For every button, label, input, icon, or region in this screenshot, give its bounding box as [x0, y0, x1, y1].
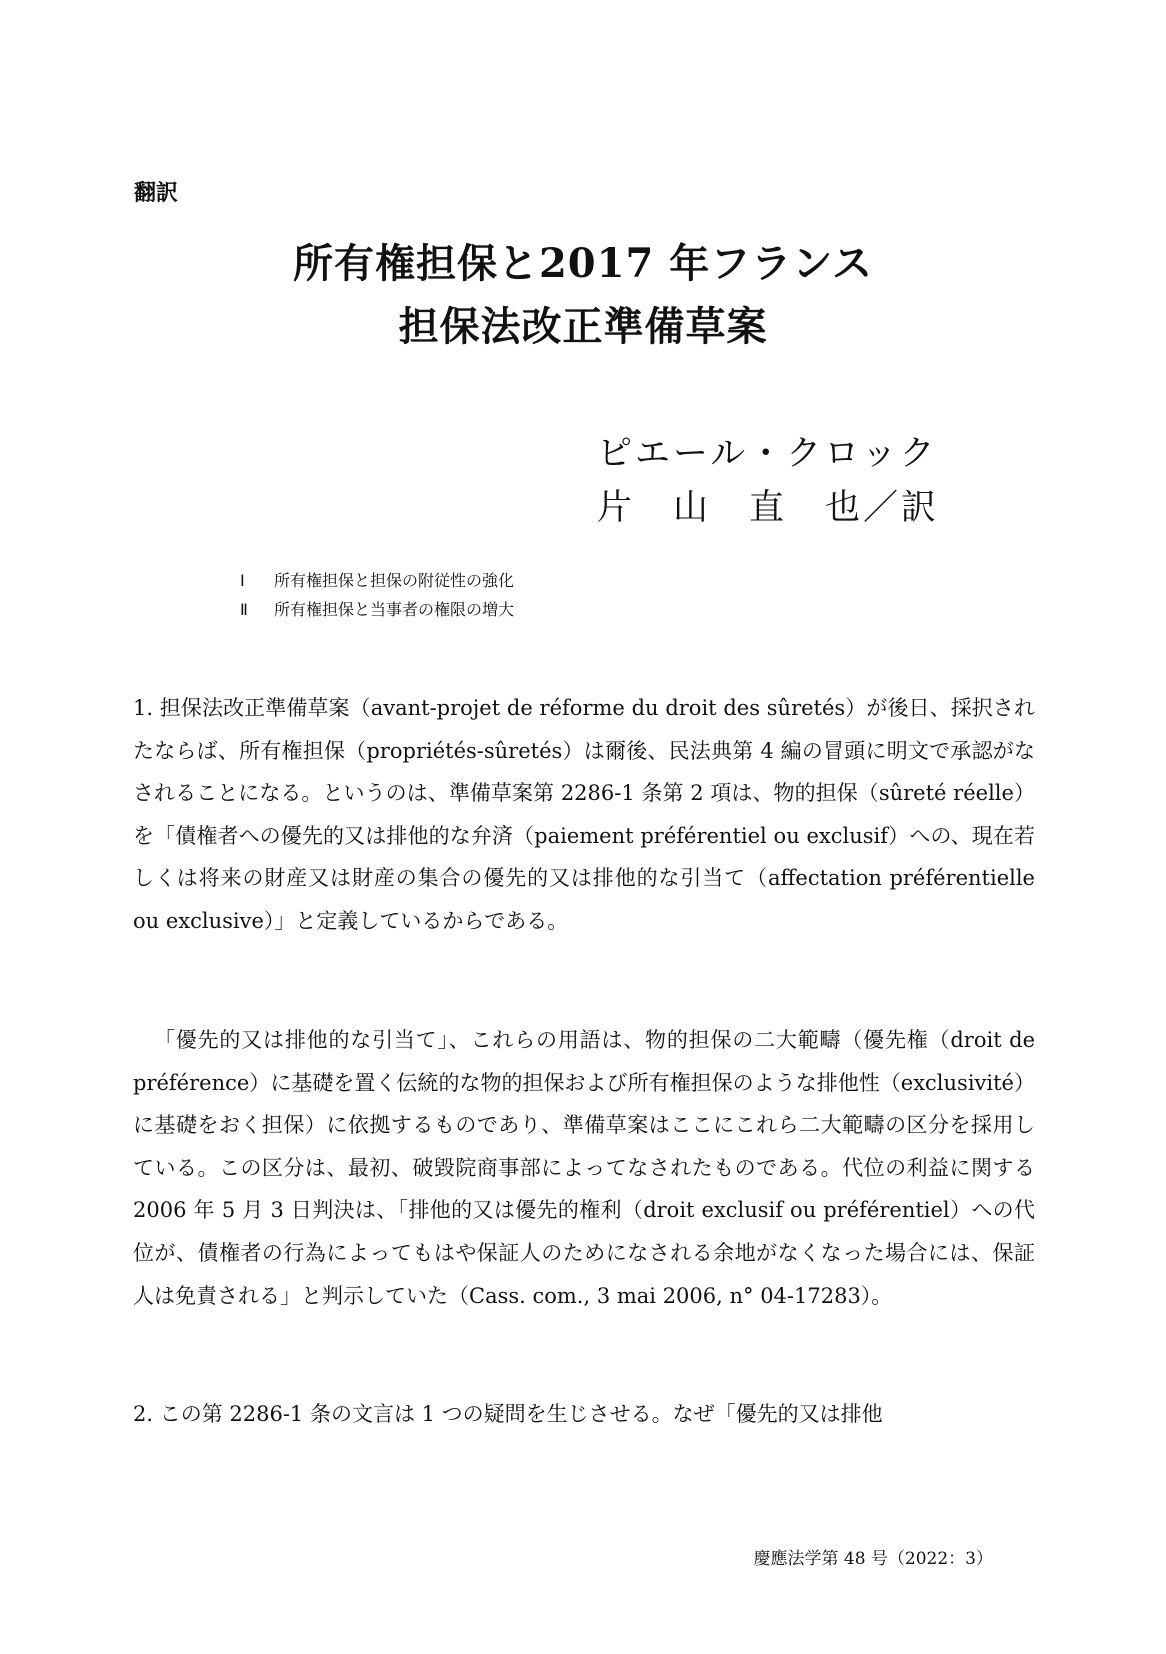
toc-item-text: 所有権担保と当事者の権限の増大: [274, 600, 515, 619]
toc-item-number: Ⅰ: [240, 571, 245, 590]
document-category: 翻訳: [134, 181, 179, 206]
toc-item: [240, 568, 514, 591]
translator-name: 片 山 直 也／訳: [597, 488, 940, 528]
title-line-2: 担保法改正準備草案: [398, 303, 768, 350]
body-paragraph-2: 「優先的又は排他的な引当て」、これらの用語は、物的担保の二大範疇（優先権（droit de préférence）に基礎を置く伝統的な物的担保および所有権担保のような排他性（exclusivité）に基礎をおく担保）に依拠するものであり、準備草案はここにこれら二大範疇の区分を採用している。この区分は、最初、破毀院商事部によってなされたものである。代位の利益に関する 2006 年 5 月 3 日判決は、「排他的又は優先的権利（droit exclusif ou préférentiel）への代位が、債権者の行為によってもはや保証人のためになされる余地がなくなった場合には、保証人は免責される」と判示していた（Cass. com., 3 mai 2006, n° 04-17283）。: [133, 1028, 1035, 1308]
body-paragraph-3: 2. この第 2286-1 条の文言は 1 つの疑問を生じさせる。なぜ「優先的又は排他: [133, 1402, 883, 1426]
body-paragraph-1: 1. 担保法改正準備草案（avant-projet de réforme du droit des sûretés）が後日、採択されたならば、所有権担保（propriétés-sûretés）は爾後、民法典第 4 編の冒頭に明文で承認がなされることになる。というのは、準備草案第 2286-1 条第 2 項は、物的担保（sûreté réelle）を「債権者への優先的又は排他的な弁済（paiement préférentiel ou exclusif）への、現在若しくは将来の財産又は財産の集合の優先的又は排他的な引当て（affectation préférentielle ou exclusive）」と定義しているからである。: [133, 696, 1036, 933]
title-line-1: 所有権担保と2017 年フランス: [292, 240, 874, 287]
journal-footer: 慶應法学第 48 号（2022：3）: [753, 1549, 993, 1569]
toc-item-number: Ⅱ: [240, 600, 248, 619]
toc-item-text: 所有権担保と担保の附従性の強化: [274, 571, 515, 590]
toc-item: [240, 597, 514, 620]
author-name: ピエール・クロック: [597, 434, 938, 474]
